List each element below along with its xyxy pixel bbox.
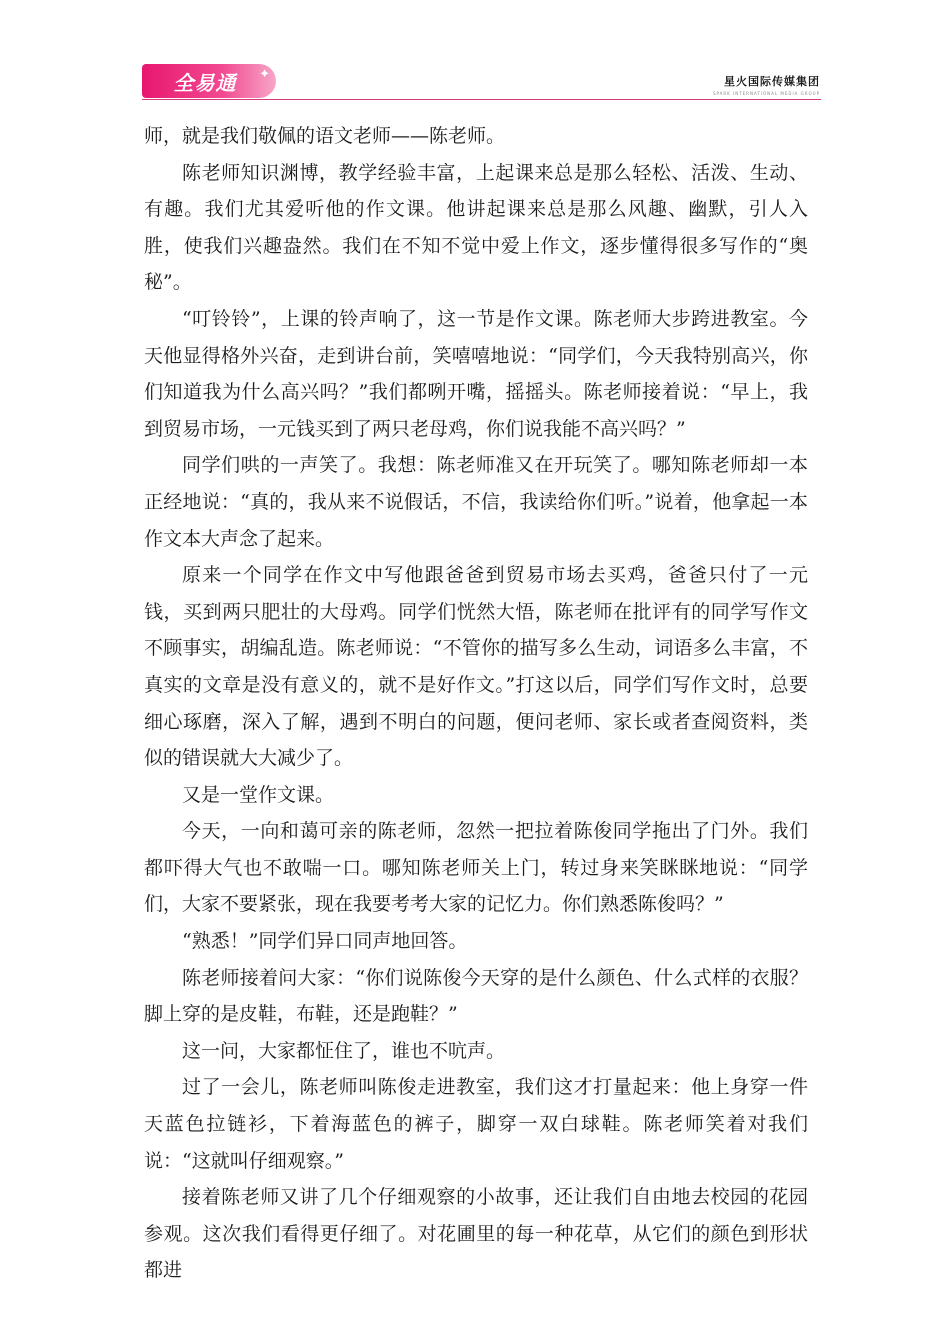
sparkle-icon: ✦ bbox=[259, 67, 270, 82]
paragraph: “熟悉！”同学们异口同声地回答。 bbox=[182, 930, 468, 953]
paragraph: 这一问，大家都怔住了，谁也不吭声。 bbox=[182, 1039, 506, 1062]
paragraph: 陈老师接着问大家：“你们说陈俊今天穿的是什么颜色、什么式样的衣服？脚上穿的是皮鞋，布鞋，还是跑鞋？” bbox=[144, 966, 808, 1026]
page-header bbox=[0, 0, 950, 110]
paragraph: 同学们哄的一声笑了。我想：陈老师准又在开玩笑了。哪知陈老师却一本正经地说：“真的，我从来不说假话，不信，我读给你们听。”说着，他拿起一本作文本大声念了起来。 bbox=[144, 454, 808, 550]
publisher-brand bbox=[713, 73, 820, 96]
article-body bbox=[144, 118, 808, 1289]
paragraph: “叮铃铃”，上课的铃声响了，这一节是作文课。陈老师大步跨进教室。今天他显得格外兴奋，走到讲台前，笑嘻嘻地说：“同学们，今天我特别高兴，你们知道我为什么高兴吗？”我们都咧开嘴，摇摇头。陈老师接着说：“早上，我到贸易市场，一元钱买到了两只老母鸡，你们说我能不高兴吗？” bbox=[144, 307, 808, 440]
paragraph: 接着陈老师又讲了几个仔细观察的小故事，还让我们自由地去校园的花园参观。这次我们看得更仔细了。对花圃里的每一种花草，从它们的颜色到形状都进 bbox=[144, 1186, 808, 1282]
publisher-name: 星火国际传媒集团 bbox=[724, 75, 820, 88]
paragraph: 过了一会儿，陈老师叫陈俊走进教室，我们这才打量起来：他上身穿一件天蓝色拉链衫，下着海蓝色的裤子，脚穿一双白球鞋。陈老师笑着对我们说：“这就叫仔细观察。” bbox=[144, 1076, 808, 1172]
paragraph: 师，就是我们敬佩的语文老师——陈老师。 bbox=[144, 125, 506, 147]
paragraph: 陈老师知识渊博，教学经验丰富，上起课来总是那么轻松、活泼、生动、有趣。我们尤其爱听他的作文课。他讲起课来总是那么风趣、幽默，引人入胜，使我们兴趣盎然。我们在不知不觉中爱上作文，逐步懂得很多写作的“奥秘”。 bbox=[144, 161, 808, 294]
logo-text: 全易通 bbox=[173, 70, 237, 95]
paragraph: 又是一堂作文课。 bbox=[182, 783, 335, 806]
paragraph: 原来一个同学在作文中写他跟爸爸到贸易市场去买鸡，爸爸只付了一元钱，买到两只肥壮的大母鸡。同学们恍然大悟，陈老师在批评有的同学写作文不顾事实，胡编乱造。陈老师说：“不管你的描写多么生动，词语多么丰富，不真实的文章是没有意义的，就不是好作文。”打这以后，同学们写作文时，总要细心琢磨，深入了解，遇到不明白的问题，便问老师、家长或者查阅资料，类似的错误就大大减少了。 bbox=[144, 564, 808, 770]
publisher-name-en: SPARK INTERNATIONAL MEDIA GROUP bbox=[712, 91, 820, 96]
paragraph: 今天，一向和蔼可亲的陈老师，忽然一把拉着陈俊同学拖出了门外。我们都吓得大气也不敢喘一口。哪知陈老师关上门，转过身来笑眯眯地说：“同学们，大家不要紧张，现在我要考考大家的记忆力。你们熟悉陈俊吗？” bbox=[144, 820, 808, 916]
header-divider bbox=[142, 99, 821, 100]
brand-logo bbox=[142, 64, 276, 98]
